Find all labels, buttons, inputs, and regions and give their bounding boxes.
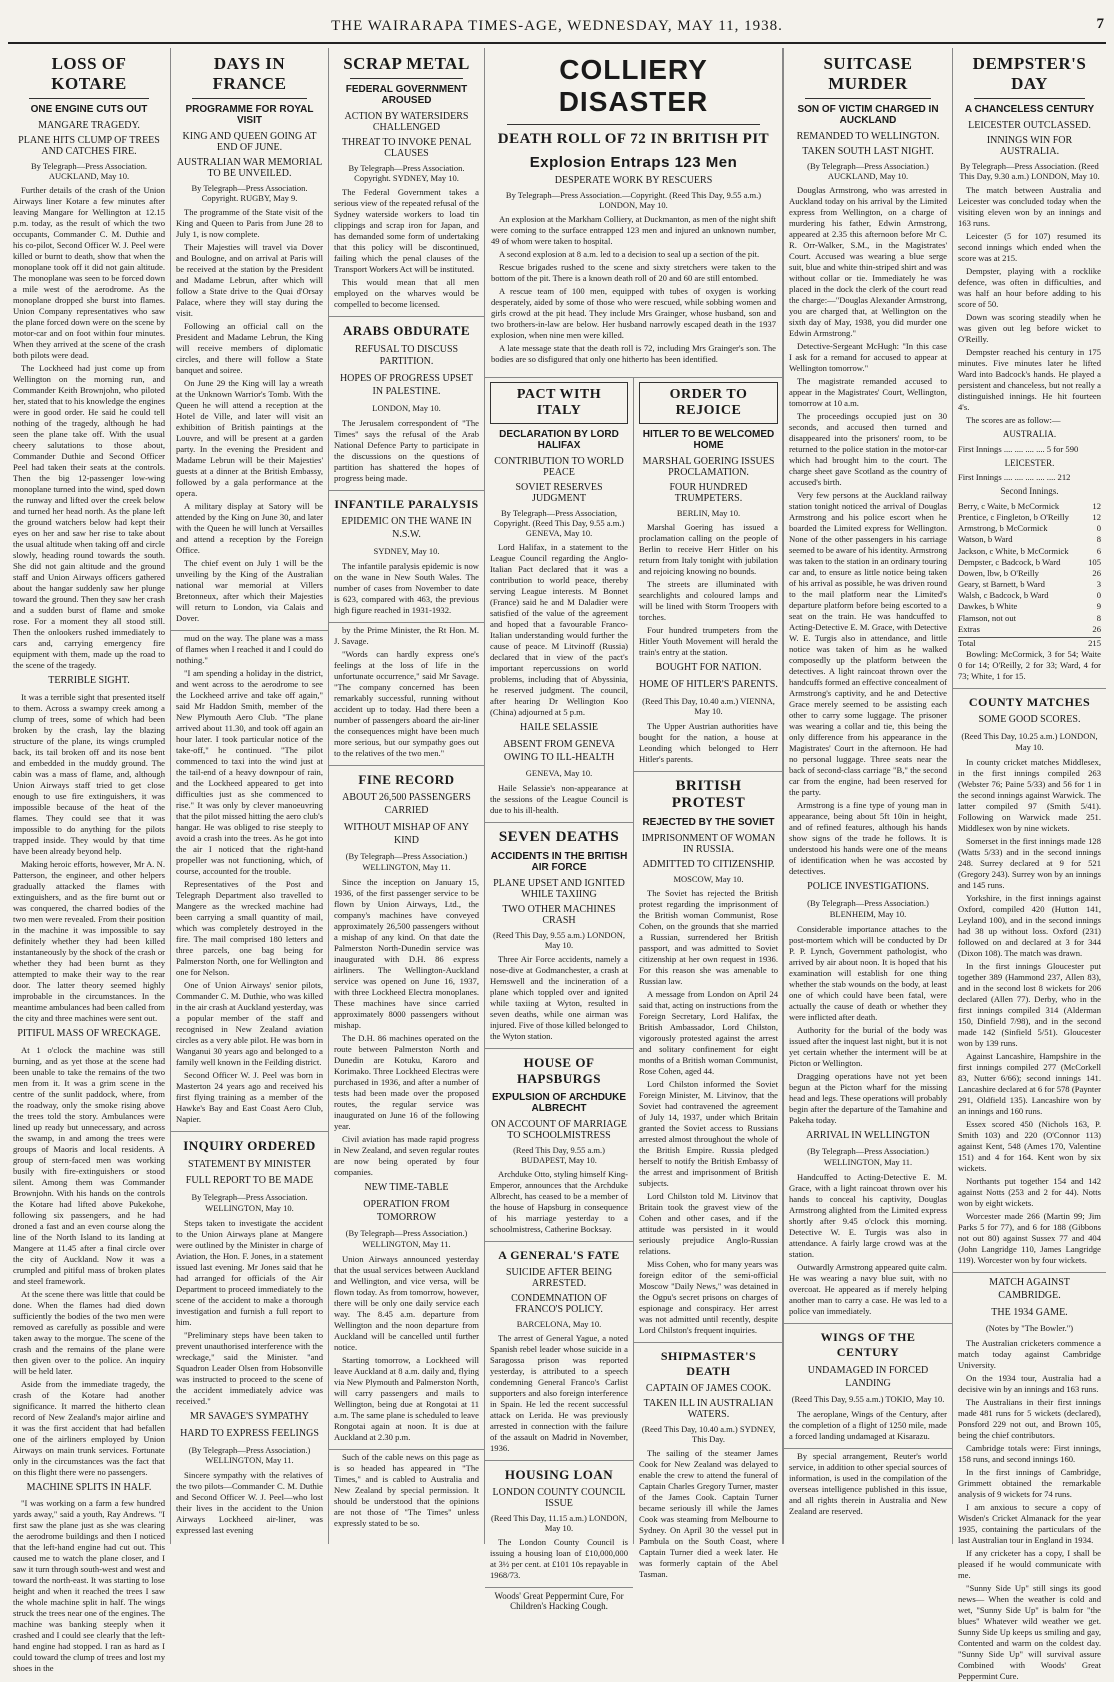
paragraph: The Australian cricketers commence a match today against Cambridge University. [958, 1338, 1101, 1371]
subhead: EPIDEMIC ON THE WANE IN N.S.W. [341, 516, 472, 540]
subhead: PROGRAMME FOR ROYAL VISIT [185, 104, 314, 126]
paragraph: Further details of the crash of the Union Airways liner Kotare a few minutes after leaving Mangare for Wellington at 12.15 p.m. today, as the result of which the two occupants, Commander C. M. Duthie and his co-pilot, Second Officer W. J. Peel were killed or burnt to death, show that when the monoplane took off it did not gain altitude. The monoplane was seen to be forced down a mile west of the aerodrome. As the monoplane dropped she burst into flames. Union Company representatives who saw the plane forced down were on the scene by motor-car and on foot within four minutes. When they arrived at the scene of the crash both pilots were dead. [13, 185, 165, 360]
advertisement: Woods' Great Peppermint Cure, For Children's Hacking Cough. [494, 1591, 624, 1612]
headline-a-generals-fate: A GENERAL'S FATE [498, 1248, 620, 1263]
column-scrap-metal [329, 48, 485, 1544]
paragraph: One of Union Airways' senior pilots, Commander C. M. Duthie, who was killed in the air crash at Auckland yesterday, was a popular member of the staff and recognised in New Zealand aviation circles as a very able pilot. He was born in Wanganui 30 years ago and belonged to a family well known in the Feilding district. [176, 980, 323, 1067]
paragraph: Haile Selassie's non-appearance at the sessions of the League Council is due to his ill-health. [490, 783, 628, 816]
article-body [491, 214, 776, 365]
runs: 12 [1092, 500, 1101, 511]
byline: (Reed This Day, 9.55 a.m.) BUDAPEST, May 10. [513, 1145, 605, 1166]
subhead: INNINGS WIN FOR AUSTRALIA. [986, 135, 1073, 157]
headline-dempsters-day: DEMPSTER'S DAY [972, 54, 1087, 93]
paragraph: An explosion at the Markham Colliery, at Duckmanton, as men of the night shift were coming to the surface entrapped 123 men and injured an unknown number, 49 of whom were taken to hospital. [491, 214, 777, 246]
headline-seven-deaths: SEVEN DEATHS [498, 829, 620, 846]
divider [329, 1449, 484, 1450]
paragraph: Against Lancashire, Hampshire in the first innings compiled 277 (McCorkell 83, Nutter 6/66); second innings 141. Lancashire declared at 6 for 578 (Paynter 291, Oldfield 135). Lancashire won by an innings and 160 runs. [958, 1051, 1101, 1117]
paragraph: Armstrong is a fine type of young man in appearance, being about 5ft 10in in height, and of refined features, although his hands show signs of the trade he follows. It is understood his hands were one of the means of identification when he was accosted by detectives. [789, 800, 947, 876]
paragraph: Such of the cable news on this page as is so headed has appeared in "The Times," and is cabled to Australia and New Zealand by special permission. It should be understood that the opinions are not those of "The Times" unless expressly stated to be so. [334, 1452, 479, 1529]
paragraph: Their Majesties will travel via Dover and Boulogne, and on arrival at Paris will be received at the station by the President and Madame Lebrun, after which will follow a State drive to the Quai d'Orsay Palace, where they will stay during the visit. [176, 242, 323, 318]
subhead: OPERATION FROM TOMORROW [363, 1198, 450, 1223]
scorecard-team: LEICESTER. [1004, 457, 1055, 468]
subhead: THREAT TO INVOKE PENAL CLAUSES [341, 137, 472, 159]
byline: By Telegraph—Press Association.—Copyright. (Reed This Day, 9.55 a.m.) LONDON, May 10. [505, 190, 762, 210]
scorecard-row [958, 590, 1101, 601]
byline: (By Telegraph—Press Association.) BLENHEIM, May 10. [807, 897, 929, 919]
byline: GENEVA, May 10. [525, 768, 593, 779]
paragraph: In the first innings Gloucester put together 389 (Hammond 237, Allen 83), and in the second lost 8 wickets for 206 declared (Allen 77). Derby, who in the first innings compiled 314 (Alderman 150, Dinfield 7/98), and in the second made 142 (Sinfield 5/51). Gloucester won by 139 runs. [958, 961, 1101, 1049]
article-body [490, 1333, 628, 1454]
paragraph: The Federal Government takes a serious view of the repeated refusal of the Sydney waterside workers to load tin clippings and scrap iron for Japan, and has demanded some form of undertaking that this policy will be discontinued, failing which the penal clauses of the Transport Workers Act will be instituted. [334, 187, 479, 274]
paragraph: In county cricket matches Middlesex, in the first innings compiled 263 (Webster 76; Paine 5/33) and 56 for 1 in the second innings against Warwick. The latter compiled 97 (Smith 5/41). Following on Warwick made 251. Middlesex won by nine wickets. [958, 757, 1101, 834]
paragraph: Very few persons at the Auckland railway station tonight noticed the arrival of Douglas Armstrong and his police escort when he boarded the Limited express for Wellington. None of the other passengers in his carriage seemed to be aware of his identity. Armstrong was taken to the station in an ordinary touring car and, to ensure as little notice being taken of his arrival as possible, he was driven round to the mail platform near the Limited's departure platform before being escorted to a seat on the train. He was handcuffed to Acting-Detective E. M. Grace, with Detective W. E. Turgis also in attendance, and little notice was taken of him as he walked composedly up the platform between the detectives. A light raincoat thrown over the handcuffs formed an effective concealment of Armstrong's captivity, and he and Detective Grace merely seemed to be assisting each other to carry some luggage. The prisoner was wearing a collar and tie, this being the only difference from his appearance in the Magistrates' Court in the afternoon. He had no personal luggage. Three seats near the back of second-class carriage "B," the second car from the engine, had been reserved for the party. [789, 490, 947, 797]
subhead: LONDON COUNTY COUNCIL ISSUE [492, 1487, 626, 1510]
runs: 0 [1096, 590, 1101, 601]
paragraph: Union Airways announced yesterday that the usual services between Auckland and Wellington, and vice versa, will be flown today. As from tomorrow, however, there will be only one daily service each way. The 8.45 a.m. departure from Wellington and the noon departure from Auckland will be cancelled until further notice. [334, 1254, 479, 1353]
subhead: CAPTAIN OF JAMES COOK. [645, 1383, 772, 1395]
article-body [334, 187, 479, 1529]
headline-pact-with-italy: PACT WITH ITALY [516, 387, 602, 418]
paragraph: Since the inception on January 15, 1936, of the first passenger service to be flown by Union Airways, Ltd., the company's machines have conveyed approximately 26,500 passengers without a mishap of any kind. On that date the Palmerston North-Dunedin service was inaugurated with D.H. 86 express airliners. The Wellington-Auckland service was opened on June 16, 1937, with three Lockheed Electra monoplanes. These machines have since carried approximately 8000 passengers without mishap. [334, 877, 479, 1031]
paragraph: Representatives of the Post and Telegraph Department also travelled to Mangere as the wrecked machine had been carrying a small quantity of mail, which was completely destroyed in the fire. The mail comprised 180 letters and three parcels, one bag being for Palmerston North, one for Wellington and one for Nelson. [176, 879, 323, 977]
subhead: WITHOUT MISHAP OF ANY KIND [343, 821, 470, 846]
subhead: ONE ENGINE CUTS OUT [30, 104, 148, 115]
divider [192, 98, 307, 99]
subhead: DESPERATE WORK BY RESCUERS [554, 175, 713, 186]
scorecard-row [958, 501, 1101, 512]
paragraph: A rescue team of 100 men, equipped with tubes of oxygen is working desperately, aided by some of those who were rescued, while sobbing women and girls crowd at the pit head. They include Mrs Grainger, whose husband, son and two brothers-in-law are below. Her husband narrowly escaped death in the 1937 explosion, when nine men were killed. [491, 286, 776, 340]
paragraph: Down was scoring steadily when he was given out leg before wicket to O'Reilly. [958, 312, 1101, 344]
crosshead: ARRIVAL IN WELLINGTON [805, 1129, 931, 1141]
subhead: MANGARE TRAGEDY. [38, 120, 140, 131]
paragraph: Marshal Goering has issued a proclamation calling on the people of Berlin to receive Herr Hitler on his return from Italy tonight with jubilation and rejoicing knowing no bounds. [639, 522, 778, 576]
scorecard-total [958, 637, 1101, 649]
paragraph: The Lockheed had just come up from Wellington on the morning run, and Commander Keith Brownjohn, who piloted her, stated that to his knowledge the engines were in good order. He said he could tell nothing of the tragedy, although he had seen the plane take off. With the usual cheery salutations to those about, Commander Duthie and Second Officer Peel had taken their seats at the controls. Then the big 12-passenger low-wing monoplane turned into the wind, sped down the runway and lifted over the creek below and turned her head north. As the plane left the ground watchers below had kept their eyes on her and saw her rise to take about the usual altitude when taking off and circle slowly, heading round towards the south. She did not gain altitude and the ground staff and Union Airways officers gathered about the hangar suddenly saw her plunge toward the ground. Then they saw her crash and a sudden burst of flame and smoke rose. For a moment they all stood still. Then the onlookers rushed immediately to cars and, carrying emergency fire equipment with them, made up the road to the scene of the tragedy. [13, 363, 165, 670]
scorecard-row [958, 557, 1101, 568]
paragraph: I am anxious to secure a copy of Wisden's Cricket Almanack for the year 1935, containing the particulars of the last Australian tour in England in 1934. [958, 1502, 1101, 1546]
article-body [490, 1169, 628, 1235]
scorecard-row [958, 523, 1101, 534]
byline: By Telegraph—Press Association, Copyright. (Reed This Day, 9.55 a.m.) GENEVA, May 10. [493, 508, 625, 538]
batsman: Dawkes, b White [958, 601, 1018, 612]
paragraph: The programme of the State visit of the King and Queen to Paris from June 28 to July 1, is now complete. [176, 207, 323, 239]
paragraph: "I am spending a holiday in the district, and went across to the aerodrome to see the Lockheed arrive and take off again," said Mr Haddon Smith, member of the New Plymouth Aero Club. "The plane arrived about 11.30, and took off again an hour later. I took particular notice of the take-off," he continued. "The pilot commenced to taxi into the wind just at the tail-end of a heavy downpour of rain, and the Lockheed appeared to get into difficulties just as she commenced to rise." It was only by clever manoeuvring that the pilot missed hitting the aero club's hangar. He was obliged to rise steeply to avoid a crash into the trees. As he got into the air I noticed that the right-hand propeller was not functioning, which, of course, accounted for the trouble. [176, 668, 323, 876]
headline-scrap-metal: SCRAP METAL [343, 54, 470, 73]
paragraph: "I was working on a farm a few hundred yards away," said a youth, Ray Andrews. "I first saw the plane just as she was clearing the aerodrome buildings and then I noticed that the left-hand engine had cut out. This caused me to watch the plane closer, and I saw it turn through south-west and west and toward the north-east. It was starting to lose height and when it reached the trees I saw the whole machine split in half. The wings struck the trees near one of the engines. The machine was banking steeply when it crashed and I could see clearly that the left-hand engine had stopped. I ran as hard as I could toward the clump of trees and lost my shoes in the [13, 1498, 165, 1674]
byline: (By Telegraph—Press Association.) WELLINGTON, May 11. [188, 1444, 311, 1466]
crosshead: BOUGHT FOR NATION. [655, 662, 762, 673]
subhead: THE 1934 GAME. [991, 1306, 1068, 1318]
subhead: AUSTRALIAN WAR MEMORIAL TO BE UNVEILED. [176, 157, 323, 179]
total-runs: 215 [1088, 637, 1101, 648]
subhead: CONDEMNATION OF FRANCO'S POLICY. [511, 1293, 607, 1316]
batsman: Flamson, not out [958, 612, 1017, 623]
divider [171, 1131, 328, 1132]
paragraph: The arrest of General Yague, a noted Spanish rebel leader whose suicide in a Saragossa prison was reported yesterday, is attributed to a speech condemning General Franco's Carlist supporters and also foreign interference in Spain. He led the recent successful attack on Lerida. He was previously arrested in connection with the failure of the assault on Madrid in November, 1936. [490, 1333, 628, 1454]
subhead: SUICIDE AFTER BEING ARRESTED. [505, 1267, 613, 1290]
subhead: FEDERAL GOVERNMENT AROUSED [345, 84, 468, 106]
byline: By Telegraph—Press Association. AUCKLAND, May 10. [30, 161, 148, 181]
crosshead: PITIFUL MASS OF WRECKAGE. [17, 1027, 161, 1039]
byline: (Reed This Day, 10.40 a.m.) VIENNA, May 10. [642, 695, 775, 717]
subhead: SOME GOOD SCORES. [978, 714, 1081, 726]
subcolumn-left [485, 378, 634, 1612]
divider [784, 1323, 952, 1324]
paragraph: Dragging operations have not yet been begun at the Picton wharf for the missing head and legs. These operations will probably begin after the departure of the Tamahine and Pakeha today. [789, 1070, 947, 1125]
byline: (By Telegraph—Press Association.) WELLINGTON, May 11. [807, 1146, 929, 1168]
subhead: CONTRIBUTION TO WORLD PEACE [494, 456, 624, 478]
divider [329, 765, 484, 766]
divider [485, 1460, 633, 1461]
batsman: Extras [958, 623, 980, 634]
headline-inquiry-ordered: INQUIRY ORDERED [183, 1138, 316, 1153]
scorecard-line: First Innings .... .... .... .... 5 for 590 [958, 443, 1079, 454]
batsman: Jackson, c White, b McCormick [958, 545, 1069, 556]
byline: (Reed This Day, 10.40 a.m.) SYDNEY, This Day. [641, 1424, 776, 1445]
paragraph: At 1 o'clock the machine was still burning, and as yet those at the scene had been unable to take the remains of the two men from it. It was a grim scene in the centre of the sunlit paddock, where, from the roadway, only the smoke rising above the trees told the story. Ambulances were lined up ready but unnecessary, and across the swamp, in and among the trees were groups of Maoris and local residents. A group of stern-faced men was working busily with fire-extinguishers or stood silent. Among them was Commander Brownjohn. With his hands on the controls the Kotare had lifted above Pukekohe, following six passengers, and he had droned a fast and an even course along the line of the North Island to its landing at Mangere at 11.45 after a final circle over the city of Auckland. Now it was a crumpled and pitiful mass of broken plates and steel framework. [13, 1044, 165, 1286]
headline-colliery-disaster: COLLIERY DISASTER [558, 54, 709, 117]
subhead: EXPULSION OF ARCHDUKE ALBRECHT [491, 1092, 627, 1115]
scorecard-row [958, 579, 1101, 590]
paragraph: Lord Chilston told M. Litvinov that Britain took the gravest view of the Cohen and other cases, and if the attitude was persisted in it would seriously prejudice Anglo-Russian relations. [639, 1191, 778, 1257]
scorecard-row [958, 512, 1101, 523]
paragraph: Yorkshire, in the first innings against Oxford, compiled 420 (Hutton 141, Leyland 100), and in the second innings had 38 up without loss. Oxford (231) followed on and declared at 3 for 344 (Dixon 108). The match was drawn. [958, 893, 1101, 959]
runs: 3 [1096, 579, 1101, 590]
paragraph: Detective-Sergeant McHugh: "In this case I ask for a remand for accused to appear at Wellington tomorrow." [789, 341, 947, 373]
paragraph: The streets are illuminated with searchlights and coloured lamps and will be lined with Storm Troopers with torches. [639, 579, 778, 622]
paragraph: The magistrate remanded accused to appear in the Magistrates' Court, Wellington, tomorrow at 10 a.m. [789, 376, 947, 408]
paragraph: The D.H. 86 machines operated on the route between Palmerston North and Dunedin are Kotuku, Karoro and Korimako. Three Lockheed Electras were purchased in 1936, and after a number of tests had been made over the proposed routes, the regular service was inaugurated on June 16 of the following year. [334, 1033, 479, 1132]
scorecard [958, 501, 1101, 635]
column-dempsters-day [953, 48, 1106, 1682]
byline: LONDON, May 10. [372, 402, 441, 413]
newspaper-title: THE WAIRARAPA TIMES-AGE, WEDNESDAY, MAY 11, 1938. [331, 18, 783, 34]
runs: 8 [1096, 612, 1101, 623]
crosshead: NEW TIME-TABLE [364, 1182, 449, 1194]
paragraph: It was a terrible sight that presented itself to them. Across a swampy creek among a clump of trees, some of which had been broken by the crash, lay the blazing structure of the plane, its wings crumpled back, its tail broken off and its nose bent and embedded in the muddy ground. The cabin was a mass of flame, and, although Union Airways staff tried to get close enough to use fire extinguishers, it was impossible because of the heat of the flames. They could see that it was impossible to do anything for the pilots trapped inside. They would by that time have been already beyond help. [13, 691, 165, 856]
batsman: Dowen, lbw, b O'Reilly [958, 567, 1039, 578]
scorecard-innings: Second Innings. [1000, 486, 1059, 497]
paragraph: At the scene there was little that could be done. When the flames had died down sufficiently the bodies of the two men were removed as carefully as possible and were taken away to the morgue. The scene of the crash and the remains of the plane were then given over to the police. An inquiry will be held later. [13, 1288, 165, 1376]
article-body [490, 954, 628, 1042]
byline: BARCELONA, May 10. [516, 1319, 602, 1330]
column-colliery-disaster [485, 48, 783, 1612]
divider [805, 98, 931, 99]
paragraph: "Preliminary steps have been taken to prevent unauthorised interference with the wreckage," said the Minister. "and Squadron Leader Olsen from Hobsonville was instructed to proceed to the scene of the accident immediately advice was received." [176, 1329, 323, 1406]
masthead [8, 6, 1106, 44]
divider [953, 1272, 1106, 1273]
headline-order-to-rejoice: ORDER TO REJOICE [669, 387, 748, 418]
divider [329, 490, 484, 491]
article-colliery-disaster [485, 48, 782, 378]
scorecard-row [958, 601, 1101, 612]
paragraph: Four hundred trumpeters from the Hitler Youth Movement will herald the train's entry at the station. [639, 625, 778, 657]
subhead: REMANDED TO WELLINGTON. [796, 131, 940, 142]
paragraph: The proceedings occupied just on 30 seconds, and accused then turned and disappeared into the prisoners' room, to be returned to the police station in the motor-car which had brought him to the court. The charge sheet gave Scotland as the country of accused's birth. [789, 411, 947, 487]
scorecard-row [958, 624, 1101, 635]
runs: 9 [1096, 601, 1101, 612]
paragraph: In the first innings of Cambridge, Grimmett obtained the remarkable analysis of 9 wickets for 74 runs. [958, 1467, 1101, 1500]
byline: By Telegraph—Press Association. (Reed This Day, 9.30 a.m.) LONDON, May 10. [959, 161, 1100, 181]
subhead: HOME OF HITLER'S PARENTS. [639, 678, 778, 690]
article-body [958, 185, 1101, 1682]
divider [634, 1342, 783, 1343]
batsman: Geary, st Barnett, b Ward [958, 579, 1045, 590]
subhead: PLANE HITS CLUMP OF TREES AND CATCHES FIRE. [18, 135, 160, 157]
headline-fine-record: FINE RECORD [358, 771, 455, 787]
paragraph: Starting tomorrow, a Lockheed will leave Auckland at 8 a.m. daily and, flying via New Plymouth and Palmerston North, will carry passengers and mails to Wellington, being due at Rongotai at 11 a.m. The same plane is scheduled to leave Rongotai again at noon. It is due at Auckland at 2.30 p.m. [334, 1355, 479, 1443]
paragraph: The sailing of the steamer James Cook for New Zealand was delayed to enable the crew to attend the funeral of Captain Charles Gregory Turner, master of the James Cook. Captain Turner became seriously ill while the James Cook was steaming from Melbourne to Sydney. On April 30 the vessel put in Pambula on the South Coast, where Captain Turner died a week later. He was formerly captain of the Abel Tasman. [639, 1448, 778, 1580]
page-number: 7 [1096, 16, 1104, 32]
batsman: Berry, c Waite, b McCormick [958, 500, 1060, 511]
subhead: HOPES OF PROGRESS UPSET IN PALESTINE. [339, 373, 474, 398]
paragraph: Outwardly Armstrong appeared quite calm. He was wearing a navy blue suit, with no overcoat. He appeared as if merely helping another man to carry a case. He was led to a police van immediately. [789, 1262, 947, 1317]
paragraph: The London County Council is issuing a housing loan of £10,000,000 at 3½ per cent. at £101 10s repayable in 1968/73. [490, 1537, 628, 1581]
divider [974, 98, 1085, 99]
article-body [639, 888, 778, 1336]
paragraph: A second explosion at 8 a.m. led to a decision to seal up a section of the pit. [499, 249, 760, 259]
subhead: ON ACCOUNT OF MARRIAGE TO SCHOOLMISTRESS [491, 1119, 627, 1142]
headline-suitcase-murder: SUITCASE MURDER [823, 54, 913, 93]
paragraph: Lord Chilston informed the Soviet Foreign Minister, M. Litvinov, that the Soviet had contravened the agreement of July 14, 1937, under which Britain granted the Soviet access to Russians arrested almost throughout the whole of the British Empire. Russia pledged herself to notify the British Embassy of the arrest and imprisonment of British subjects. [639, 1079, 778, 1189]
advertisement-verse: "Sunny Side Up" still sings its good news— When the weather is cold and wet, "Sunny Side Up" is balm for "the blues" Whatever wild weather we get. Sunny Side Up keeps us smiling and gay, Contented and warm on the coldest day. "Sunny Side Up" will survival assure Combined with Woods' Great Peppermint Cure. [958, 1583, 1101, 1682]
paragraph: Steps taken to investigate the accident to the Union Airways plane at Mangere were outlined by the Minister in charge of Aviation, the Hon. F. Jones, in a statement issued last evening. Mr Jones said that he had arranged for officials of the Air Department to proceed immediately to the scene of the accident to make a thorough investigation and furnish a full report to him. [176, 1217, 323, 1327]
divider [634, 771, 783, 772]
paragraph: The scores are as follow:— [966, 415, 1061, 425]
scorecard-team: AUSTRALIA. [1002, 429, 1057, 439]
crosshead: MR SAVAGE'S SYMPATHY [190, 1410, 309, 1422]
paragraph: The aeroplane, Wings of the Century, after the completion of a flight of 1250 mile, made a forced landing undamaged at Kisarazu. [789, 1409, 947, 1442]
subhead: ABSENT FROM GENEVA OWING TO ILL-HEALTH [503, 738, 615, 763]
article-body [490, 1537, 628, 1581]
byline: BERLIN, May 10. [676, 508, 741, 518]
subhead: FOUR HUNDRED TRUMPETERS. [669, 482, 748, 504]
column-loss-of-kotare [8, 48, 171, 1674]
headline-infantile-paralysis: INFANTILE PARALYSIS [334, 496, 479, 511]
byline: (Reed This Day, 9.55 a.m.) TOKIO, May 10. [791, 1394, 945, 1405]
subhead: TAKEN ILL IN AUSTRALIAN WATERS. [643, 1398, 774, 1421]
subhead: IMPRISONMENT OF WOMAN IN RUSSIA. [641, 833, 776, 856]
paragraph: The infantile paralysis epidemic is now on the wane in New South Wales. The number of cases from November to date is 623, compared with 463, the previous high figure reached in 1931-1932. [334, 560, 479, 615]
paragraph: By special arrangement, Reuter's world service, in addition to other special sources of information, is used in the compilation of the overseas intelligence published in this issue, and all rights therein in Australia and New Zealand are reserved. [789, 1451, 947, 1517]
paragraph: Three Air Force accidents, namely a nose-dive at Godmanchester, a crash at Hemswell and the incineration of a plane which toppled over and ignited while taxiing at Wyton, resulted in seven deaths, while one airman was injured. Five of those killed belonged to the Wyton station. [490, 954, 628, 1042]
article-body [176, 207, 323, 1536]
subhead: SON OF VICTIM CHARGED IN AUCKLAND [797, 104, 939, 126]
subhead: TAKEN SOUTH LAST NIGHT. [802, 146, 934, 157]
paragraph: This would mean that all men employed on the wharves would be compelled to become licensed. [334, 277, 479, 309]
headline-house-of-hapsburgs: HOUSE OF HAPSBURGS [517, 1055, 601, 1087]
paragraph: If any cricketer has a copy, I shall be pleased if he would communicate with me. [958, 1548, 1101, 1581]
headline-british-protest: BRITISH PROTEST [671, 778, 746, 812]
headline-box [639, 382, 778, 424]
crosshead: MATCH AGAINST CAMBRIDGE. [989, 1277, 1070, 1301]
byline: MOSCOW, May 10. [673, 874, 744, 885]
runs: 6 [1096, 545, 1101, 556]
divider [784, 1448, 952, 1449]
article-body [789, 185, 947, 1517]
paragraph: Archduke Otto, styling himself King-Emperor, announces that the Archduke Albrecht, has ceased to be a member of the house of Hapsburg in consequence of his marriage yesterday to a schoolmistress, Catherine Bocksay. [490, 1169, 628, 1235]
subhead: LEICESTER OUTCLASSED. [968, 120, 1091, 131]
runs: 26 [1092, 567, 1101, 578]
paragraph: Handcuffed to Acting-Detective E. M. Grace, with a light raincoat thrown over his hands to conceal his captivity, Douglas Armstrong alighted from the Limited express shortly after 9.45 o'clock this morning. Detective W. E. Turgis was also in attendance. A fairly large crowd was at the station. [789, 1172, 947, 1260]
divider [485, 1241, 633, 1242]
paragraph: On the 1934 tour, Australia had a decisive win by an innings and 163 runs. [958, 1373, 1101, 1395]
subhead: ACTION BY WATERSIDERS CHALLENGED [344, 111, 469, 133]
subhead: HITLER TO BE WELCOMED HOME [642, 429, 775, 451]
paragraph: Following an official call on the President and Madame Lebrun, the King will receive members of diplomatic circles, and there will follow a State banquet and soiree. [176, 321, 323, 375]
runs: 105 [1088, 556, 1101, 567]
byline: (By Telegraph—Press Association.) WELLINGTON, May 11. [345, 1228, 468, 1250]
paragraph: A message from London on April 24 said that, acting on instructions from the Foreign Secretary, Lord Halifax, the British Ambassador, Lord Chilston, vigorously protested against the arrest and solitary confinement for eight months of a British woman Communist, Rose Cohen, aged 44. [639, 989, 778, 1077]
divider [329, 622, 484, 623]
crosshead: MACHINE SPLITS IN HALF. [26, 1481, 152, 1493]
paragraph: Civil aviation has made rapid progress in New Zealand, and seven regular routes are now being operated by four companies. [334, 1134, 479, 1178]
runs: 26 [1092, 623, 1101, 634]
subhead: A CHANCELESS CENTURY [964, 104, 1095, 115]
paragraph: Miss Cohen, who for many years was foreign editor of the semi-official Moscow "Daily News," was detained in the Ogpu's secret prisons on charges of espionage and conspiracy. Her arrest was not admitted until recently, despite Lord Chilston's frequent inquiries. [639, 1259, 778, 1336]
subhead: ADMITTED TO CITIZENSHIP. [642, 859, 775, 871]
paragraph: A late message state that the death roll is 72, including Mrs Grainger's son. The bodies are so disfigured that only one hitherto has been identified. [491, 343, 776, 364]
paragraph: The match between Australia and Leicester was concluded today when the visiting eleven won by an innings and 163 runs. [958, 185, 1101, 228]
paragraph: A military display at Satory will be attended by the King on June 30, and later with the Queen he will lunch at Versailles and attend a reception by the Foreign Office. [176, 501, 323, 555]
paragraph: Second Officer W. J. Peel was born in Masterton 24 years ago and received his first flying training as a member of the Hawke's Bay and East Coast Aero Club, Napier. [176, 1070, 323, 1124]
subhead: PLANE UPSET AND IGNITED WHILE TAXIING [493, 878, 625, 901]
batsman: Watson, b Ward [958, 534, 1013, 545]
subhead: DECLARATION BY LORD HALIFAX [499, 429, 619, 451]
paragraph: Dempster, playing with a rocklike defence, was often in difficulties, and was half an hour before adding to his score of 50. [958, 266, 1101, 309]
subhead: KING AND QUEEN GOING AT END OF JUNE. [182, 131, 317, 153]
headline-arabs-obdurate: ARABS OBDURATE [342, 323, 471, 338]
subhead: DEATH ROLL OF 72 IN BRITISH PIT [497, 131, 770, 147]
crosshead: TERRIBLE SIGHT. [48, 675, 130, 686]
batsman: Walsh, c Badcock, b Ward [958, 590, 1049, 601]
subhead: STATEMENT BY MINISTER [187, 1158, 312, 1170]
divider [29, 98, 149, 99]
subhead: MARSHAL GOERING ISSUES PROCLAMATION. [642, 456, 775, 478]
byline: By Telegraph—Press Association. Copyright. SYDNEY, May 10. [348, 163, 465, 183]
paragraph: Rescue brigades rushed to the scene and sixty stretchers were taken to the bottom of the pit. There is a known death roll of 20 and 60 are still entombed. [491, 262, 776, 283]
byline: SYDNEY, May 10. [373, 545, 440, 556]
headline-loss-of-kotare: LOSS OF KOTARE [51, 54, 127, 93]
headline-county-matches: COUNTY MATCHES [968, 695, 1091, 710]
crosshead: HAILE SELASSIE [519, 722, 599, 733]
paragraph: The Upper Austrian authorities have bought for the nation, a house at Leonding which belonged to Herr Hitler's parents. [639, 721, 778, 765]
byline: By Telegraph—Press Association. WELLINGTON, May 10. [191, 1192, 308, 1214]
paragraph: The Australians in their first innings made 481 runs for 5 wickets (declared), Ponsford 229 not out, and Brown 105, being the chief contributors. [958, 1397, 1101, 1441]
scorecard-row [958, 613, 1101, 624]
byline: By Telegraph—Press Association. Copyright. RUGBY, May 9. [191, 183, 308, 203]
subhead: REFUSAL TO DISCUSS PARTITION. [354, 343, 459, 368]
headline-wings-of-the-century: WINGS OF THE CENTURY [820, 1330, 916, 1360]
column-days-in-france [171, 48, 329, 1544]
paragraph: On June 29 the King will lay a wreath at the Unknown Warrior's Tomb. With the Queen he will attend a reception at the Hotel de Ville, and later will visit an exhibition of British paintings at the Louvre, and will be present at a garden party. In the evening the President and Madame Lebrun will be their Majesties' guests at a dinner at the British Embassy, followed by a gala performance at the opera. [176, 378, 323, 498]
headline-days-in-france: DAYS IN FRANCE [212, 54, 287, 93]
scorecard-row [958, 546, 1101, 557]
paragraph: The Jerusalem correspondent of "The Times" says the refusal of the Arab National Defence Party to participate in the discussions on the questions of partition has shattered the hopes of progress being made. [334, 417, 479, 483]
divider [485, 1587, 633, 1588]
column-suitcase-murder [783, 48, 953, 1544]
paragraph: Somerset in the first innings made 128 (Watts 5/33) and in the second innings 248. Surrey declared at 9 for 521 (Gregory 243). Surrey won by an innings and 145 runs. [958, 836, 1101, 891]
paragraph: "Words can hardly express one's feelings at the loss of life in the unfortunate occurrence," said Mr Savage. "The company concerned has been remarkably successful, running without accident up to today. Had there been a number of passengers aboard the air-liner the consequences might have been much more serious, but our sympathy goes out to the relatives of the two men." [334, 648, 479, 758]
paragraph: Authority for the burial of the body was issued after the inquest last night, but it is not yet certain whether the interment will be at Picton or Wellington. [789, 1024, 947, 1068]
headline-housing-loan: HOUSING LOAN [504, 1467, 614, 1483]
divider [329, 316, 484, 317]
paragraph: by the Prime Minister, the Rt Hon. M. J. Savage. [334, 624, 479, 646]
byline: (Notes by "The Bowler.") [985, 1323, 1074, 1334]
paragraph: Cambridge totals were: First innings, 158 runs, and second innings 160. [958, 1443, 1101, 1465]
divider [171, 630, 328, 631]
paragraph: Douglas Armstrong, who was arrested in Auckland today on his arrival by the Limited express from Wellington, on a charge of murdering his father, Edwin Armstrong, appeared at 2.35 this afternoon before Mr C. R. Orr-Walker, S.M., in the Magistrates' Court. Accused was wearing a blue serge suit, blue and white thin-striped shirt and was without collar or tie. Immediately he was placed in the dock the clerk of the court read the charge:—"Douglas Alexander Armstrong, you are charged that, at Wellington on the sixth day of May, 1938, you did murder one Edwin Armstrong." [789, 185, 947, 338]
paragraph: The chief event on July 1 will be the unveiling by the King of the Australian national war memorial at Villers Bretonneux, after which their Majesties will return to London, via Calais and Dover. [176, 558, 323, 623]
article-body [639, 522, 778, 765]
batsman: Armstrong, b McCormick [958, 523, 1048, 534]
subhead: FULL REPORT TO BE MADE [185, 1175, 314, 1187]
article-body [639, 1448, 778, 1580]
byline: (Reed This Day, 10.25 a.m.) LONDON, May 10. [961, 731, 1098, 753]
paragraph: Dempster reached his century in 175 minutes. Five minutes later he lifted Ward into Badcock's hands. He played a persistent and chanceless, but not really a distinguished innings. He hit fourteen 4's. [958, 347, 1101, 412]
divider [350, 78, 463, 79]
subcolumn-right [634, 378, 783, 1580]
scorecard-row [958, 534, 1101, 545]
total-label: Total [958, 637, 976, 648]
paragraph: Sincere sympathy with the relatives of the two pilots—Commander C. M. Duthie and Second Officer W. J. Peel—who lost their lives in the accident to the Union Airways Lockheed air-liner, was expressed last evening [176, 1470, 323, 1536]
runs: 8 [1096, 534, 1101, 545]
byline: (By Telegraph—Press Association.) AUCKLAND, May 10. [807, 161, 929, 181]
runs: 12 [1092, 512, 1101, 523]
article-body [13, 185, 165, 1674]
paragraph: Lord Halifax, in a statement to the League Council regarding the Anglo-Italian Pact declared that it was a contribution to world peace, thereby serving League interests. M Bonnet (France) said he and M Daladier were satisfied of the value of the agreement and hoped that a favourable Franco-Italian understanding would further the cause of peace. M Litvinoff (Russia) declared that in view of the pact's important repercussions on world problems, including that of Abyssinia, he reserved judgment. The council, after hearing Dr Wellington Koo (China) adjourned at 5 p.m. [490, 542, 628, 717]
scorecard-row [958, 568, 1101, 579]
subhead: TWO OTHER MACHINES CRASH [502, 904, 616, 927]
headline-shipmasters-death: SHIPMASTER'S DEATH [660, 1349, 757, 1379]
batsman: Prentice, c Fingleton, b O'Reilly [958, 512, 1069, 523]
subhead: SOVIET RESERVES JUDGMENT [515, 482, 603, 504]
article-body [490, 542, 628, 816]
byline: (Reed This Day, 11.15 a.m.) LONDON, May 10. [491, 1513, 627, 1534]
byline: (By Telegraph—Press Association.) WELLINGTON, May 11. [345, 851, 468, 873]
paragraph: mud on the way. The plane was a mass of flames when I reached it and I could do nothing." [176, 633, 323, 665]
subhead: ACCIDENTS IN THE BRITISH AIR FORCE [490, 851, 628, 874]
crosshead: POLICE INVESTIGATIONS. [807, 881, 929, 892]
runs: 0 [1096, 523, 1101, 534]
subhead: REJECTED BY THE SOVIET [642, 817, 775, 829]
paragraph: Making heroic efforts, however, Mr A. N. Patterson, the engineer, and other helpers gradually attacked the flames with extinguishers, and as the fire burnt out or was conquered, the charred bodies of the two men were revealed. From their position in the machine it was impossible to say definitely whether they had been killed instantaneously by the shock of the crash or whether they had been burnt as they attempted to make their way to the rear door. The latter theory seemed highly improbable in the circumstances. In the meantime ambulances had been called from the city and three machines were sent out. [13, 858, 165, 1023]
byline: (Reed This Day, 9.55 a.m.) LONDON, May 10. [493, 930, 625, 951]
divider [485, 1048, 633, 1049]
paragraph: Bowling: McCormick, 3 for 54; Waite 0 for 14; O'Reilly, 2 for 33; Ward, 4 for 73; White, 1 for 15. [958, 649, 1101, 682]
divider [507, 124, 760, 125]
subhead: Explosion Entraps 123 Men [529, 154, 738, 171]
paragraph: Northants put together 154 and 142 against Notts (253 and 2 for 44). Notts won by eight wickets. [958, 1176, 1101, 1209]
paragraph: The Soviet has rejected the British protest regarding the imprisonment of the British woman Communist, Rose Cohen, on the grounds that she married a Russian, surrendered her British passport, and was admitted to Soviet citizenship at her own request in 1936. For this reason she was amenable to Russian law. [639, 888, 778, 987]
subhead: UNDAMAGED IN FORCED LANDING [807, 1364, 929, 1389]
subhead: ABOUT 26,500 PASSENGERS CARRIED [342, 792, 471, 816]
subhead: HARD TO EXPRESS FEELINGS [180, 1427, 319, 1439]
headline-box [490, 382, 628, 424]
paragraph: Worcester made 266 (Martin 99; Jim Parks 5 for 77), and 6 for 188 (Gibbons not out 80) against Sussex 77 and 404 (John Langridge 110, James Langridge 119). Worcester won by four wickets. [958, 1211, 1101, 1266]
paragraph: Essex scored 450 (Nichols 163, P. Smith 103) and 220 (O'Connor 113) against Kent, 548 (Ames 170, Valentine 151) and 4 for 164. Kent won by six wickets. [958, 1119, 1101, 1174]
batsman: Dempster, c Badcock, b Ward [958, 556, 1061, 567]
paragraph: Aside from the immediate tragedy, the crash of the Kotare had another significance. It marred the hitherto clean record of New Zealand's major airline and it was the first accident that had befallen one of the airliners employed by Union Airways on main trunk services. Fortunate only in the circumstances was the fact that on this flight there were no passengers. [13, 1378, 165, 1477]
divider [485, 822, 633, 823]
paragraph: Considerable importance attaches to the post-mortem which will be conducted by Dr P. P. Lynch, Government pathologist, who arrived by air about noon. It is hoped that his examination will establish for one thing whether the stab wounds on the body, at least one of which could have been fatal, were actually the cause of death or whether they were inflicted after death. [789, 923, 947, 1022]
paragraph: Leicester (5 for 107) resumed its second innings which ended when the score was at 215. [958, 231, 1101, 263]
scorecard-line: First Innings .... .... .... .... .... 212 [958, 472, 1071, 483]
divider [953, 688, 1106, 689]
